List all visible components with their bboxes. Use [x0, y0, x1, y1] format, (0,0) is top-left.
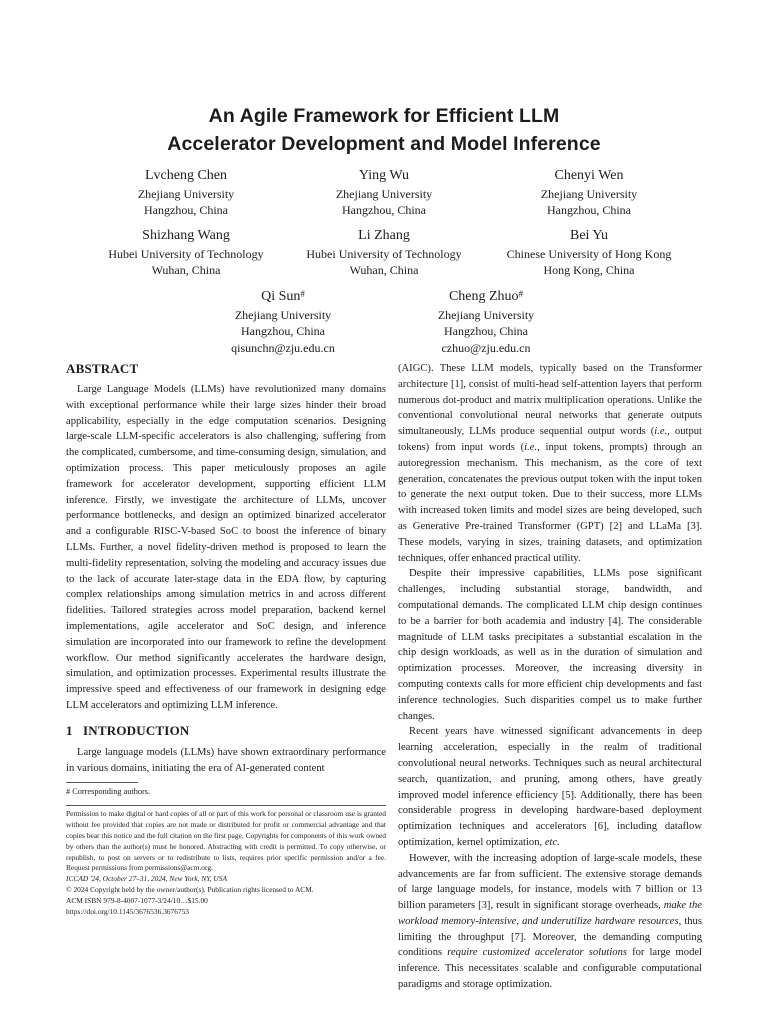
paper-title — [0, 102, 768, 158]
author-block — [264, 226, 504, 279]
footnote: # Corresponding authors. — [66, 787, 151, 797]
copyright: © 2024 Copyright held by the owner/author(s). Publication rights licensed to ACM. — [66, 884, 314, 894]
paragraph: (AIGC). These LLM models, typically based on the Transformer architecture [1], consist of multi-head self-attention layers that perform numerous dot-product and matrix multiplication operations. Unlike the conventional convolutional neural networks that generate outputs simultaneously, LLMs produce sequential output words (i.e., output tokens) from input words (i.e., input tokens, prompts) through an autoregression mechanism. This mechanism, as the core of text generation, concatenates the previous output token with the input token to generate the next output token. Due to their success, more LLMs with increased token limits and model sizes are being developed, such as Generative Pre-trained Transformer (GPT) [2] and LLaMa [3]. These models, varying in sizes, training datasets, and optimization techniques, offer enhanced practical utility. — [398, 363, 703, 564]
author-location: Hangzhou, China — [547, 203, 631, 217]
author-block — [366, 287, 606, 356]
author-location: Hong Kong, China — [543, 263, 635, 277]
author-name: Shizhang Wang — [142, 228, 230, 243]
permission-text: Permission to make digital or hard copies of all or part of this work for personal or classroom use is granted without fee provided that copies are not made or distributed for profit or commercial advantage and that copies bear this notice and the full citation on the first page. Copyrights for components of this work owned by others than the author(s) must be honored. Abstracting with credit is permitted. To copy otherwise, or republish, to post on servers or to redistribute to lists, requires prior specific permission and/or a fee. Request permissions from permissions@acm.org. — [66, 809, 386, 873]
author-name: Ying Wu — [358, 168, 410, 183]
author-affiliation: Zhejiang University — [540, 186, 638, 201]
author-email[interactable]: czhuo@zju.edu.cn — [441, 340, 531, 355]
paragraph: However, with the increasing adoption of large-scale models, these advancements are far from sufficient. The extensive storage demands of large language models, for instance, models with 7 billion or 13 billion parameters [3], result in significant storage overheads, make the workload memory-intensive, and underutilize hardware resources, thus limiting the throughput [7]. Moreover, the demanding computing conditions require customized accelerator solutions for large model inference. This necessitates scalable and configurable computational paradigms and storage optimization. — [398, 852, 703, 991]
author-affiliation: Zhejiang University — [137, 186, 235, 201]
author-affiliation: Zhejiang University — [437, 307, 535, 322]
author-affiliation: Hubei University of Technology — [306, 246, 462, 261]
author-block — [469, 226, 709, 279]
author-location: Hangzhou, China — [342, 203, 426, 217]
permission-rule — [66, 805, 386, 806]
abstract-heading: ABSTRACT — [66, 361, 139, 376]
author-name: Chenyi Wen — [554, 168, 624, 183]
paragraph: Recent years have witnessed significant advancements in deep learning acceleration, especially in the realm of traditional convolutional neural networks. Techniques such as neural architectural search, quantization, and pruning, among others, have greatly improved model inference efficiency [5]. Additionally, there has been considerable progress in developing hardware-based deployment optimization techniques and accelerators [6], including dataflow optimization, kernel optimization, etc. — [398, 726, 702, 848]
right-column — [398, 361, 702, 993]
author-location: Wuhan, China — [151, 263, 221, 277]
footnote-rule — [66, 782, 138, 783]
corresponding-mark: # — [518, 289, 524, 299]
venue: ICCAD '24, October 27–31, 2024, New York, NY, USA — [66, 874, 227, 884]
title-line-2: Accelerator Development and Model Inference — [167, 133, 601, 155]
paragraph: Despite their impressive capabilities, LLMs pose significant challenges, including substantial storage, bandwidth, and computational demands. The complicated LLM chip design continues to be a barrier for both academia and industry [4]. The considerable magnitude of LLM tasks precipitates a substantial escalation in the chip design workloads, as well as in the duration of simulation and optimization processes. Moreover, the increasing diversity in computing contexts calls for more efficient chip developments and fast inference technologies. Such disparities compel us to make further changes. — [398, 568, 702, 722]
doi-link[interactable]: https://doi.org/10.1145/3676536.3676753 — [66, 906, 189, 916]
permission-block — [66, 809, 386, 917]
author-affiliation: Hubei University of Technology — [108, 246, 264, 261]
author-block — [264, 166, 504, 219]
author-name: Cheng Zhuo — [448, 289, 519, 304]
abstract-text: Large Language Models (LLMs) have revolutionized many domains with exceptional performance while their large sizes hinder their broad applicability, especially in the edge computation scenarios. Designing large-scale LLM-specific accelerators is also challenging, suffering from the complicated, cumbersome, and time-consuming design, simulation, and optimization process. This paper meticulously proposes an agile framework for accelerator development, supporting efficient LLM inference. Firstly, we investigate the architecture of LLMs, uncover performance bottlenecks, and design an optimized binarized accelerator and a configurable RISC-V-based SoC to boost the inference of binary LLMs. Further, a novel fidelity-driven method is proposed to learn the multi-fidelity representation, solving the modeling and accuracy issues due to the lack of accurate later-stage data in the EDA flow, by capturing complex relationships among simulation metrics in and across different fidelities. Tailored strategies across model preparation, backend kernel implementations, agile accelerator and SoC design, and inference simulation are incorporated into our framework to refine the development workflow. Our method significantly accelerates the hardware design, simulation, and optimization processes. Experimental results illustrate the impressive speed and effectiveness of our framework in designing edge LLM accelerators and optimizing LLM inference. — [66, 384, 386, 711]
author-location: Hangzhou, China — [444, 324, 528, 338]
left-column — [66, 360, 386, 917]
introduction-heading: 1 INTRODUCTION — [66, 722, 190, 738]
corresponding-mark: # — [300, 289, 305, 299]
author-name: Qi Sun — [261, 289, 301, 304]
author-email[interactable]: qisunchn@zju.edu.cn — [231, 340, 335, 355]
author-name: Lvcheng Chen — [144, 168, 228, 183]
title-line-1: An Agile Framework for Efficient LLM — [208, 105, 560, 127]
author-block — [469, 166, 709, 219]
author-affiliation: Zhejiang University — [335, 186, 433, 201]
author-affiliation: Zhejiang University — [234, 307, 332, 322]
author-location: Hangzhou, China — [241, 324, 325, 338]
author-location: Hangzhou, China — [144, 203, 228, 217]
author-name: Bei Yu — [570, 228, 608, 243]
author-affiliation: Chinese University of Hong Kong — [506, 246, 672, 261]
isbn: ACM ISBN 979-8-4007-1077-3/24/10…$15.00 — [66, 895, 208, 905]
author-name: Li Zhang — [358, 228, 410, 243]
introduction-text: Large language models (LLMs) have shown extraordinary performance in various domains, initiating the era of AI-generated content — [66, 746, 386, 774]
author-location: Wuhan, China — [349, 263, 419, 277]
